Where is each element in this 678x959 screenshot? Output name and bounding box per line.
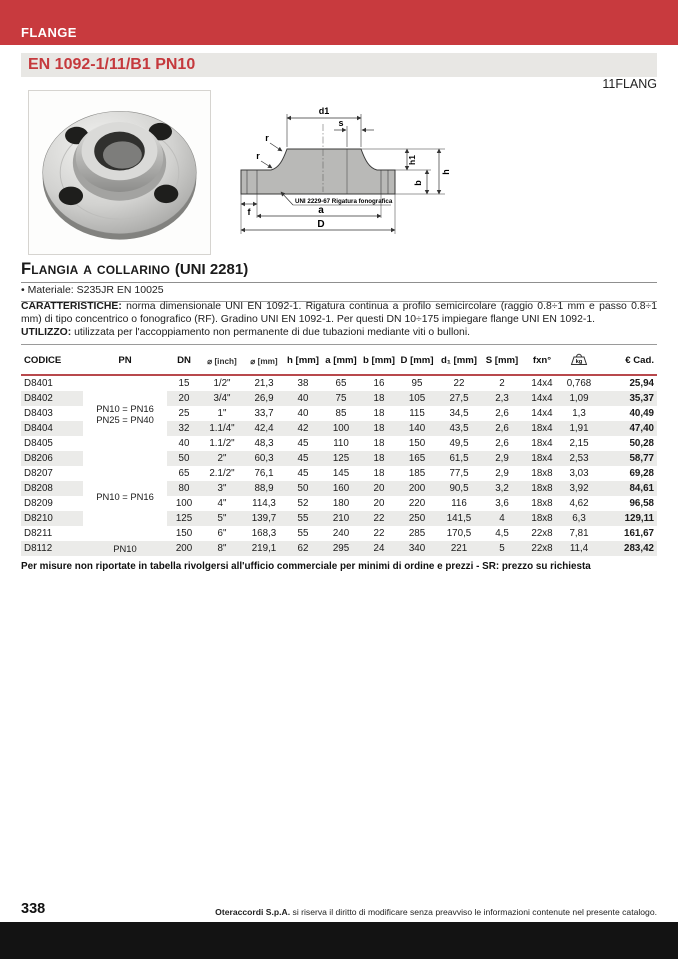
value-cell: 15 [178,378,190,389]
value-cell: 14x4 [531,378,553,389]
codice-cell: D8207 [24,468,53,479]
caratteristiche-text: norma dimensionale UNI EN 1092-1. Rigatura continua a profilo semicircolare (raggio 0.8÷1 mm e passo 0.8÷1 mm) di tipo concentrico o fonografico (RF). Gradino UNI EN 1092-1. Per questi DN 10÷175 impiegare flange UNI EN 1092-1. [21,301,657,326]
technical-drawing [228,92,464,252]
col-kg [561,344,597,375]
value-cell: 18x8 [531,468,553,479]
codice-cell: D8404 [21,421,83,436]
value-cell: 18x4 [523,451,561,466]
value-cell: 4,5 [495,528,509,539]
utilizzo-paragraph [21,326,657,339]
flange-photo [32,94,207,251]
value-cell: 20 [373,498,385,509]
value-cell: 145 [332,468,350,479]
value-cell: 21,3 [254,378,274,389]
col-diam-mm: ⌀ [mm] [243,344,285,375]
value-cell: 4" [217,498,227,509]
col-pn: PN [83,344,167,375]
footer-disclaimer [215,907,657,917]
dim-r1-label: r [265,133,269,143]
value-cell: 161,67 [624,528,654,539]
value-cell: 170,5 [446,528,472,539]
value-cell: 32 [167,421,201,436]
value-cell: 95 [411,378,423,389]
value-cell: 5 [481,541,523,556]
value-cell: 240 [332,528,350,539]
value-cell: 40,49 [629,408,654,419]
value-cell: 22 [361,511,397,526]
dim-h1-label: h1 [407,155,417,165]
value-cell: 116 [451,498,467,509]
value-cell: 47,40 [597,421,657,436]
section-heading-suffix: (UNI 2281) [174,261,249,278]
value-cell: 18 [373,468,385,479]
col-S: S [mm] [481,344,523,375]
value-cell: 61,5 [437,451,481,466]
pn-cell: PN10 = PN16 [83,451,167,541]
value-cell: 45 [285,451,321,466]
value-cell: 20 [167,391,201,406]
codice-cell: D8206 [21,451,83,466]
value-cell: 1/2" [213,378,231,389]
utilizzo-text: utilizzata per l'accoppiamento non permanente di due tubazioni mediante viti o bulloni. [71,327,471,339]
col-diam-inch: ⌀ [inch] [201,344,243,375]
value-cell: 85 [335,408,347,419]
col-codice: CODICE [21,344,83,375]
value-cell: 0,768 [566,378,592,389]
value-cell: 80 [167,481,201,496]
kg-icon-label: kg [575,359,583,365]
value-cell: 24 [361,541,397,556]
value-cell: 65 [178,468,190,479]
value-cell: 90,5 [437,481,481,496]
value-cell: 219,1 [243,541,285,556]
flange-photo-frame [28,90,211,255]
value-cell: 110 [333,438,349,449]
value-cell: 18 [361,391,397,406]
value-cell: 3/4" [201,391,243,406]
codice-cell: D8211 [24,528,53,539]
product-code: 11FLANG [602,77,657,91]
value-cell: 22 [373,528,385,539]
value-cell: 55 [297,528,309,539]
value-cell: 283,42 [597,541,657,556]
value-cell: 1.1/4" [201,421,243,436]
codice-cell: D8210 [21,511,83,526]
value-cell: 4,62 [569,498,589,509]
table-row [21,375,657,391]
pn-cell: PN10 [83,541,167,556]
value-cell: 34,5 [449,408,469,419]
col-fxn: fxn° [523,344,561,375]
value-cell: 200 [397,481,437,496]
value-cell: 3,6 [495,498,509,509]
value-cell: 2 [499,378,505,389]
col-h: h [mm] [285,344,321,375]
value-cell: 18 [361,421,397,436]
value-cell: 43,5 [437,421,481,436]
value-cell: 45 [297,468,309,479]
value-cell: 2,15 [569,438,589,449]
value-cell: 295 [321,541,361,556]
value-cell: 141,5 [437,511,481,526]
codice-cell: D8402 [21,391,83,406]
value-cell: 105 [397,391,437,406]
value-cell: 20 [361,481,397,496]
value-cell: 65 [335,378,347,389]
value-cell: 60,3 [243,451,285,466]
col-b: b [mm] [361,344,397,375]
value-cell: 165 [397,451,437,466]
value-cell: 18 [373,408,385,419]
footer-company: Oteraccordi S.p.A. [215,907,291,917]
value-cell: 18x4 [531,438,553,449]
dim-d1-label: d1 [318,106,330,116]
value-cell: 220 [408,498,426,509]
value-cell: 75 [321,391,361,406]
value-cell: 160 [321,481,361,496]
utilizzo-label: UTILIZZO: [21,327,72,339]
value-cell: 1" [217,408,227,419]
dim-D-label: D [317,219,325,230]
value-cell: 49,5 [449,438,469,449]
col-a: a [mm] [321,344,361,375]
value-cell: 62 [285,541,321,556]
value-cell: 14x4 [523,391,561,406]
value-cell: 3,92 [561,481,597,496]
material-line: • Materiale: S235JR EN 10025 [21,284,657,302]
value-cell: 16 [373,378,385,389]
value-cell: 76,1 [254,468,274,479]
value-cell: 11,4 [561,541,597,556]
value-cell: 168,3 [251,528,277,539]
value-cell: 139,7 [243,511,285,526]
table-footnote: Per misure non riportate in tabella rivolgersi all'ufficio commerciale per minimi di ordine e prezzi - SR: prezzo su richiesta [21,561,591,572]
value-cell: 40 [178,438,190,449]
dim-a-label: a [318,205,324,216]
value-cell: 6" [217,528,227,539]
codice-cell: D8112 [21,541,83,556]
value-cell: 35,37 [597,391,657,406]
top-red-bar [0,0,678,45]
value-cell: 8" [201,541,243,556]
weight-icon [570,352,588,366]
description-paragraphs [21,300,657,345]
value-cell: 221 [437,541,481,556]
table-row [21,451,657,466]
col-price: € Cad. [597,344,657,375]
value-cell: 18x8 [523,481,561,496]
value-cell: 1.1/2" [209,438,235,449]
value-cell: 100 [175,498,193,509]
value-cell: 22 [453,378,465,389]
value-cell: 2,3 [481,391,523,406]
value-cell: 1,3 [572,408,586,419]
pn-cell: PN10 = PN16 PN25 = PN40 [83,375,167,451]
value-cell: 140 [397,421,437,436]
value-cell: 96,58 [629,498,654,509]
value-cell: 26,9 [243,391,285,406]
value-cell: 3,03 [569,468,589,479]
value-cell: 69,28 [629,468,654,479]
value-cell: 45 [297,438,309,449]
value-cell: 129,11 [597,511,657,526]
codice-cell: D8401 [24,378,53,389]
value-cell: 340 [397,541,437,556]
value-cell: 1,91 [561,421,597,436]
flange-section-drawing [228,92,464,252]
section-heading-title: Flangia a collarino [21,260,175,278]
value-cell: 50 [285,481,321,496]
value-cell: 42 [285,421,321,436]
value-cell: 18 [373,438,385,449]
value-cell: 52 [297,498,309,509]
value-cell: 2" [201,451,243,466]
value-cell: 125 [321,451,361,466]
codice-cell: D8209 [24,498,53,509]
value-cell: 2,6 [481,421,523,436]
value-cell: 2,9 [495,468,509,479]
value-cell: 84,61 [597,481,657,496]
table-row [21,541,657,556]
value-cell: 3" [201,481,243,496]
value-cell: 200 [167,541,201,556]
value-cell: 2,53 [561,451,597,466]
flange-dimension-table [21,344,657,556]
value-cell: 18x4 [523,421,561,436]
col-D: D [mm] [397,344,437,375]
value-cell: 2,9 [481,451,523,466]
value-cell: 18x8 [523,511,561,526]
value-cell: 48,3 [254,438,274,449]
value-cell: 250 [397,511,437,526]
value-cell: 18 [361,451,397,466]
drawing-note: UNI 2229-67 Rigatura fonografica [295,198,393,205]
value-cell: 33,7 [254,408,274,419]
value-cell: 22x8 [531,528,553,539]
value-cell: 27,5 [437,391,481,406]
value-cell: 2.1/2" [209,468,235,479]
value-cell: 180 [332,498,350,509]
value-cell: 14x4 [531,408,553,419]
value-cell: 2,6 [495,438,509,449]
value-cell: 1,09 [561,391,597,406]
value-cell: 58,77 [597,451,657,466]
value-cell: 4 [481,511,523,526]
value-cell: 77,5 [449,468,469,479]
value-cell: 88,9 [243,481,285,496]
dim-b-label: b [413,180,423,186]
value-cell: 18x8 [531,498,553,509]
category-label: FLANGE [21,25,77,40]
value-cell: 150 [175,528,193,539]
dim-s-label: s [338,118,344,128]
value-cell: 5" [201,511,243,526]
value-cell: 55 [285,511,321,526]
value-cell: 114,3 [252,498,276,509]
value-cell: 42,4 [243,421,285,436]
value-cell: 50 [167,451,201,466]
flange-table-body [21,375,657,556]
footer-disclaimer-text: si riserva il diritto di modificare senza preavviso le informazioni contenute nel presente catalogo. [290,907,657,917]
section-heading [21,260,657,283]
value-cell: 2,6 [495,408,509,419]
page-title: EN 1092-1/11/B1 PN10 [28,56,196,73]
codice-cell: D8208 [21,481,83,496]
dim-h-label: h [441,169,451,175]
value-cell: 6,3 [561,511,597,526]
page-bottom-bar [0,922,678,959]
value-cell: 25 [178,408,190,419]
dim-r2-label: r [256,151,260,161]
product-title-strip [21,53,657,77]
dimension-table-section [21,344,657,572]
dim-f-label: f [247,207,251,217]
value-cell: 125 [167,511,201,526]
page-number: 338 [21,901,46,917]
table-header-row [21,344,657,375]
codice-cell: D8403 [24,408,53,419]
value-cell: 40 [297,408,309,419]
value-cell: 25,94 [629,378,654,389]
value-cell: 210 [321,511,361,526]
value-cell: 185 [408,468,426,479]
value-cell: 40 [285,391,321,406]
col-dn: DN [167,344,201,375]
caratteristiche-paragraph [21,300,657,326]
value-cell: 285 [408,528,426,539]
value-cell: 22x8 [523,541,561,556]
value-cell: 115 [409,408,425,419]
value-cell: 100 [321,421,361,436]
value-cell: 150 [408,438,426,449]
caratteristiche-label: CARATTERISTICHE: [21,301,122,312]
value-cell: 38 [297,378,309,389]
codice-cell: D8405 [24,438,53,449]
value-cell: 7,81 [569,528,589,539]
value-cell: 3,2 [481,481,523,496]
col-d1: d₁ [mm] [437,344,481,375]
value-cell: 50,28 [629,438,654,449]
